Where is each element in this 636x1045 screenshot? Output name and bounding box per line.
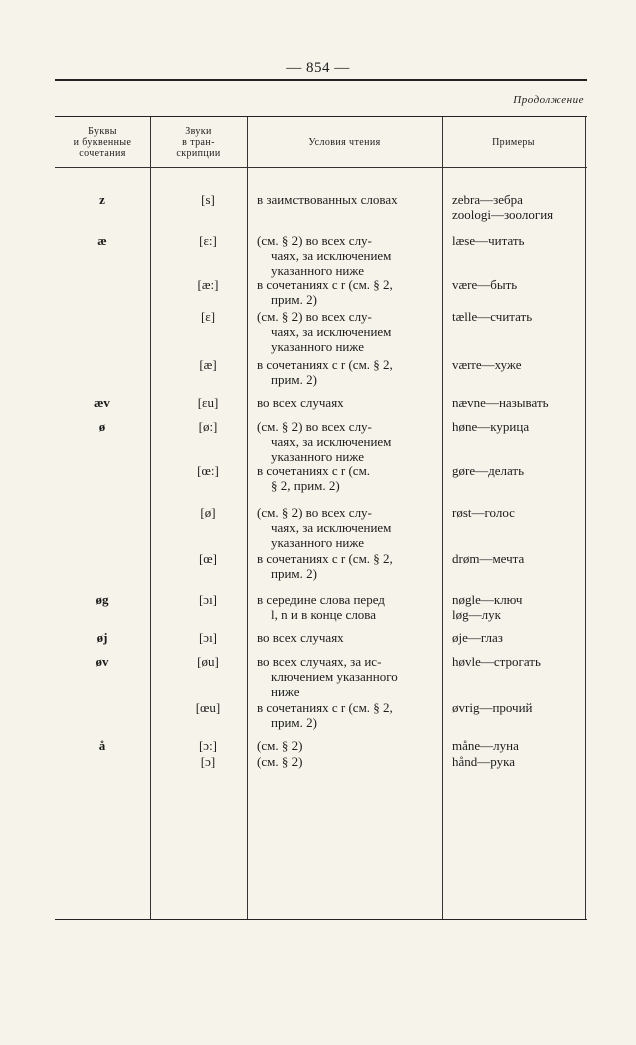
condition-cell [257, 277, 439, 307]
letter-cell: æ [97, 233, 107, 248]
letter-cell: øg [95, 592, 109, 607]
reading-rules-table [55, 116, 587, 920]
condition-cell [257, 505, 439, 550]
condition-cell-line: прим. 2) [271, 715, 317, 730]
example-cell-line: nøgle—ключ [452, 592, 523, 607]
sound-cell: [øu] [197, 654, 219, 669]
header-conditions: Условия чтения [308, 136, 381, 148]
condition-cell-line: l, n и в конце слова [271, 607, 377, 622]
condition-cell-line: ключением указанного [271, 669, 398, 684]
header-rule [55, 79, 587, 81]
condition-cell-line: в середине слова перед [257, 592, 385, 607]
example-cell [452, 654, 592, 669]
letter-cell: ø [98, 419, 106, 434]
condition-cell-line: во всех случаях [257, 630, 344, 645]
letter-cell: øv [95, 654, 109, 669]
example-cell-line: drøm—мечта [452, 551, 525, 566]
sound-cell: [ø:] [198, 419, 218, 434]
header-sounds: Звуки в тран- скрипции [176, 125, 221, 159]
example-cell-line: være—быть [452, 277, 518, 292]
condition-cell [257, 592, 439, 622]
letter-cell: æv [94, 395, 110, 410]
condition-cell [257, 654, 439, 699]
example-cell [452, 419, 592, 434]
condition-cell [257, 357, 439, 387]
condition-cell [257, 192, 439, 207]
example-cell [452, 233, 592, 248]
example-cell [452, 754, 592, 769]
example-cell-line: løg—лук [452, 607, 501, 622]
sound-cell: [ɛ:] [199, 233, 217, 248]
condition-cell [257, 419, 439, 464]
condition-cell-line: указанного ниже [271, 339, 364, 354]
example-cell-line: læse—читать [452, 233, 525, 248]
condition-cell-line: в сочетаниях с r (см. § 2, [257, 700, 393, 715]
condition-cell-line: (см. § 2) во всех слу- [257, 505, 372, 520]
sound-cell: [œ:] [197, 463, 219, 478]
example-cell [452, 738, 592, 753]
condition-cell-line: (см. § 2) во всех слу- [257, 419, 372, 434]
example-cell-line: hånd—рука [452, 754, 515, 769]
condition-cell [257, 738, 439, 753]
example-cell-line: øvrig—прочий [452, 700, 533, 715]
example-cell-line: øje—глаз [452, 630, 503, 645]
condition-cell [257, 630, 439, 645]
example-cell [452, 463, 592, 478]
condition-cell-line: (см. § 2) во всех слу- [257, 233, 372, 248]
example-cell-line: zebra—зебра [452, 192, 523, 207]
condition-cell-line: ниже [271, 684, 300, 699]
example-cell [452, 551, 592, 566]
example-cell-line: nævne—называть [452, 395, 549, 410]
condition-cell-line: § 2, прим. 2) [271, 478, 340, 493]
condition-cell-line: во всех случаях, за ис- [257, 654, 382, 669]
sound-cell: [ɔı] [198, 630, 218, 645]
example-cell-line: røst—голос [452, 505, 515, 520]
condition-cell-line: прим. 2) [271, 292, 317, 307]
header-letters: Буквы и буквенные сочетания [73, 125, 132, 159]
condition-cell [257, 551, 439, 581]
condition-cell-line: указанного ниже [271, 449, 364, 464]
column-divider [150, 117, 151, 919]
letter-cell: z [99, 192, 105, 207]
example-cell [452, 309, 592, 324]
condition-cell [257, 309, 439, 354]
example-cell-line: tælle—считать [452, 309, 533, 324]
example-cell [452, 505, 592, 520]
example-cell [452, 395, 592, 410]
condition-cell-line: (см. § 2) во всех слу- [257, 309, 372, 324]
condition-cell-line: во всех случаях [257, 395, 344, 410]
sound-cell: [œ] [198, 551, 218, 566]
sound-cell: [æ] [199, 357, 217, 372]
condition-cell-line: в сочетаниях с r (см. [257, 463, 371, 478]
sound-cell: [ɔı] [198, 592, 218, 607]
condition-cell [257, 463, 439, 493]
letter-cell: å [98, 738, 106, 753]
condition-cell-line: чаях, за исключением [271, 434, 392, 449]
page-number: — 854 — [286, 60, 350, 76]
condition-cell [257, 233, 439, 278]
header-divider [55, 167, 587, 168]
condition-cell-line: прим. 2) [271, 566, 317, 581]
condition-cell-line: в сочетаниях с r (см. § 2, [257, 277, 393, 292]
sound-cell: [œu] [195, 700, 221, 715]
example-cell-line: værre—хуже [452, 357, 522, 372]
condition-cell-line: чаях, за исключением [271, 248, 392, 263]
continued-label: Продолжение [513, 94, 584, 106]
condition-cell-line: (см. § 2) [257, 754, 303, 769]
letter-cell: øj [96, 630, 108, 645]
sound-cell: [ɔ:] [198, 738, 218, 753]
example-cell [452, 700, 592, 715]
example-cell-line: måne—луна [452, 738, 519, 753]
sound-cell: [ɛu] [197, 395, 219, 410]
example-cell-line: høne—курица [452, 419, 530, 434]
example-cell-line: gøre—делать [452, 463, 525, 478]
condition-cell-line: чаях, за исключением [271, 520, 392, 535]
example-cell [452, 192, 592, 222]
condition-cell-line: указанного ниже [271, 263, 364, 278]
condition-cell-line: в заимствованных словах [257, 192, 398, 207]
condition-cell-line: (см. § 2) [257, 738, 303, 753]
example-cell [452, 357, 592, 372]
example-cell [452, 592, 592, 622]
condition-cell [257, 700, 439, 730]
example-cell-line: høvle—строгать [452, 654, 541, 669]
condition-cell-line: прим. 2) [271, 372, 317, 387]
condition-cell-line: указанного ниже [271, 535, 364, 550]
sound-cell: [ɛ] [200, 309, 216, 324]
header-examples: Примеры [492, 136, 535, 148]
sound-cell: [s] [201, 192, 215, 207]
sound-cell: [ø] [200, 505, 216, 520]
condition-cell-line: чаях, за исключением [271, 324, 392, 339]
column-divider [442, 117, 443, 919]
condition-cell-line: в сочетаниях с r (см. § 2, [257, 357, 393, 372]
condition-cell-line: в сочетаниях с r (см. § 2, [257, 551, 393, 566]
sound-cell: [æ:] [197, 277, 219, 292]
condition-cell [257, 754, 439, 769]
sound-cell: [ɔ] [200, 754, 216, 769]
example-cell-line: zoologi—зоология [452, 207, 554, 222]
condition-cell [257, 395, 439, 410]
example-cell [452, 630, 592, 645]
example-cell [452, 277, 592, 292]
